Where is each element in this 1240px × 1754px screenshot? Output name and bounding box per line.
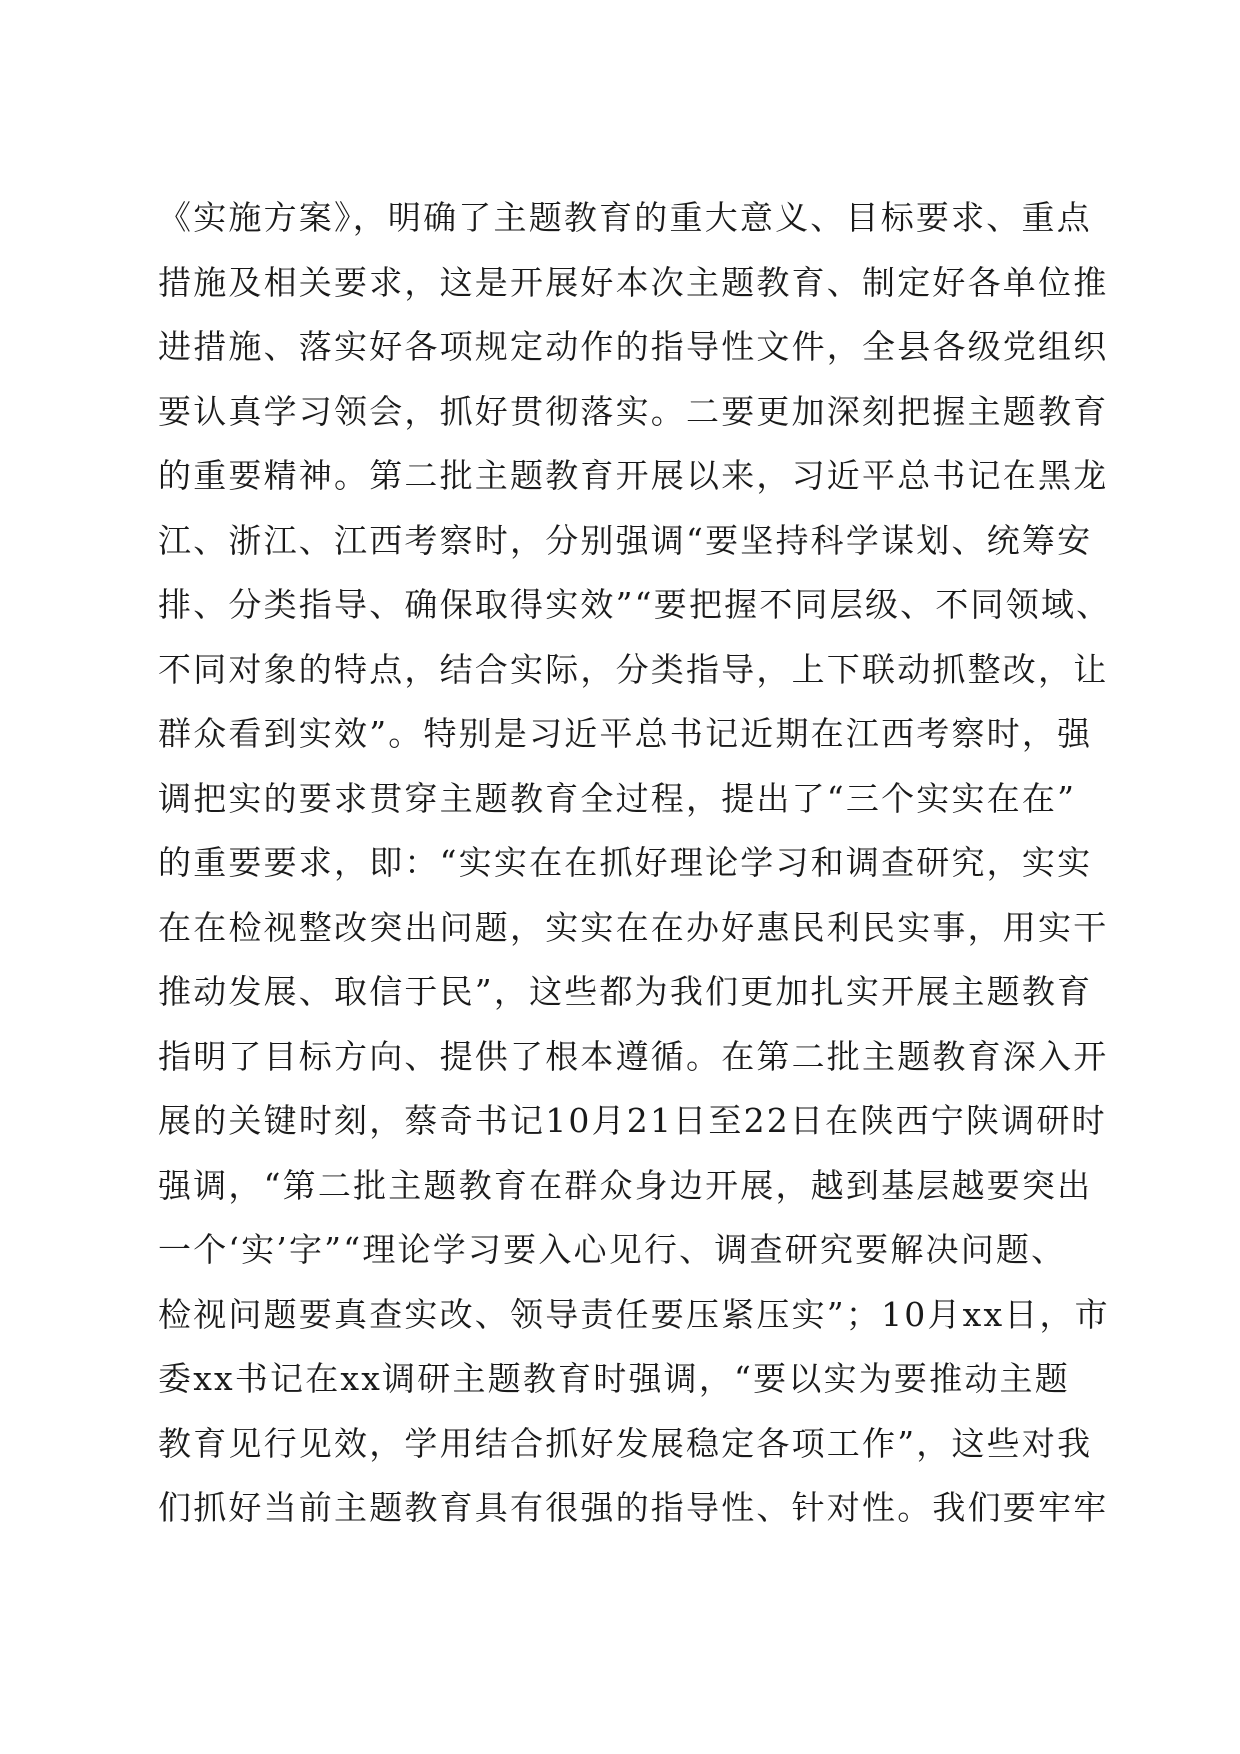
text-line: 展的关键时刻，蔡奇书记10月21日至22日在陕西宁陕调研时 [158,1101,1107,1140]
text-line: 调把实的要求贯穿主题教育全过程，提出了“三个实实在在” [158,778,1077,818]
text-line: 进措施、落实好各项规定动作的指导性文件，全县各级党组织 [158,327,1109,366]
text-line: 教育见行见效，学用结合抓好发展稳定各项工作”，这些对我 [158,1423,1093,1463]
text-line: 《实施方案》，明确了主题教育的重大意义、目标要求、重点 [158,198,1092,237]
text-line: 一个‘实’字”“理论学习要入心见行、调查研究要解决问题、 [158,1230,1067,1269]
text-line: 的重要精神。第二批主题教育开展以来，习近平总书记在黑龙 [158,456,1109,495]
text-line: 江、浙江、江西考察时，分别强调“要坚持科学谋划、统筹安 [158,520,1093,560]
text-line: 排、分类指导、确保取得实效”“要把握不同层级、不同领域、 [158,585,1112,624]
text-line: 强调，“第二批主题教育在群众身边开展，越到基层越要突出 [158,1165,1093,1205]
text-line: 在在检视整改突出问题，实实在在办好惠民利民实事，用实干 [158,907,1109,947]
text-line: 群众看到实效”。特别是习近平总书记近期在江西考察时，强 [158,714,1093,753]
text-line: 措施及相关要求，这是开展好本次主题教育、制定好各单位推 [158,262,1109,302]
text-line: 委xx书记在xx调研主题教育时强调，“要以实为要推动主题 [158,1359,1070,1398]
body-text [158,186,1112,1541]
text-line: 不同对象的特点，结合实际，分类指导，上下联动抓整改，让 [158,649,1109,689]
text-line: 检视问题要真查实改、领导责任要压紧压实”；10月xx日，市 [158,1294,1110,1334]
text-line: 推动发展、取信于民”，这些都为我们更加扎实开展主题教育 [158,972,1093,1011]
text-line: 的重要要求，即：“实实在在抓好理论学习和调查研究，实实 [158,843,1093,882]
text-line: 要认真学习领会，抓好贯彻落实。二要更加深刻把握主题教育 [158,391,1109,431]
text-line: 指明了目标方向、提供了根本遵循。在第二批主题教育深入开 [158,1036,1109,1076]
text-line: 们抓好当前主题教育具有很强的指导性、针对性。我们要牢牢 [158,1488,1109,1527]
